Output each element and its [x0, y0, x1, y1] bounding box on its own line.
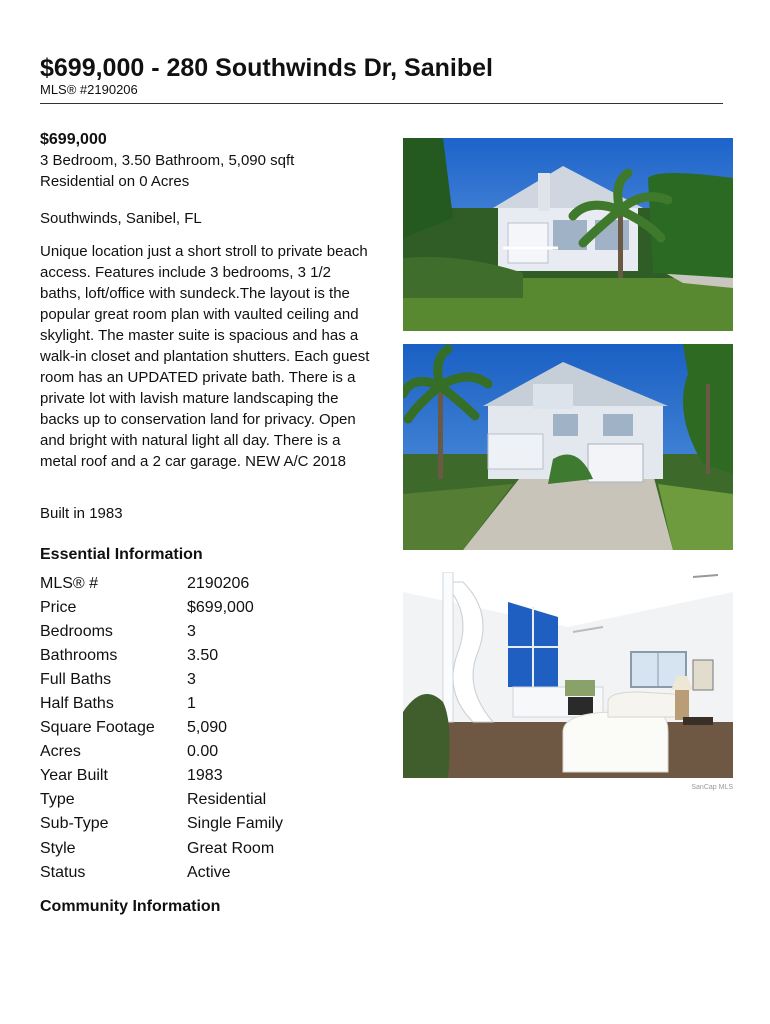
info-value: Active [187, 863, 231, 881]
info-label: Status [40, 863, 86, 881]
info-value: Great Room [187, 839, 275, 857]
info-label: Bedrooms [40, 622, 113, 640]
mls-number: MLS® #2190206 [40, 82, 138, 97]
info-label: Type [40, 791, 75, 809]
info-value: $699,000 [187, 598, 254, 616]
info-row [40, 764, 283, 788]
info-row [40, 643, 283, 667]
listing-specs: 3 Bedroom, 3.50 Bathroom, 5,090 sqft [40, 152, 295, 169]
info-value: 3.50 [187, 646, 219, 664]
info-value: 5,090 [187, 719, 228, 737]
info-row [40, 716, 283, 740]
info-value: 2190206 [187, 574, 250, 592]
info-row [40, 667, 283, 691]
info-label: MLS® # [40, 574, 99, 592]
community-info-heading: Community Information [40, 898, 221, 916]
page-title: $699,000 - 280 Southwinds Dr, Sanibel [40, 54, 493, 82]
essential-info-heading: Essential Information [40, 546, 203, 563]
property-photo-exterior [403, 138, 733, 331]
info-label: Year Built [40, 767, 108, 785]
info-value: 3 [187, 622, 196, 640]
info-label: Price [40, 598, 77, 616]
info-label: Full Baths [40, 670, 112, 688]
info-row [40, 595, 283, 619]
property-photo-driveway [403, 344, 733, 550]
info-row [40, 788, 283, 812]
info-label: Sub-Type [40, 815, 109, 833]
header-divider [40, 103, 723, 104]
listing-location: Southwinds, Sanibel, FL [40, 210, 202, 227]
info-value: 0.00 [187, 743, 219, 761]
listing-price: $699,000 [40, 131, 107, 148]
listing-details [40, 129, 372, 917]
info-value: 3 [187, 670, 196, 688]
property-photo-interior [403, 572, 733, 778]
info-row [40, 571, 283, 595]
info-row [40, 619, 283, 643]
info-row [40, 836, 283, 860]
info-row [40, 691, 283, 715]
info-value: Residential [187, 791, 267, 809]
essential-info-table [40, 571, 283, 884]
listing-built-year: Built in 1983 [40, 505, 123, 522]
info-label: Style [40, 839, 76, 857]
info-row [40, 860, 283, 884]
info-value: 1 [187, 695, 196, 713]
photo-credit: SanCap MLS [691, 784, 733, 791]
info-label: Square Footage [40, 719, 155, 737]
info-value: Single Family [187, 815, 284, 833]
info-row [40, 740, 283, 764]
listing-description: Unique location just a short stroll to private beach access. Features include 3 bedrooms, 3 1/2 baths, loft/office with sundeck.The layout is the popular great room plan with vaulted ceiling and skylight. The master suite is spacious and has a walk-in closet and plantation shutters. Each guest room has an UPDATED private bath. There is a private lot with lavish mature landscaping the backs up to conservation land for privacy. Open and bright with natural light all day. There is a metal roof and a 2 car garage. NEW A/C 2018 [40, 243, 370, 470]
info-value: 1983 [187, 767, 223, 785]
info-label: Half Baths [40, 695, 114, 713]
info-label: Bathrooms [40, 646, 118, 664]
info-label: Acres [40, 743, 81, 761]
info-row [40, 812, 283, 836]
listing-property-type: Residential on 0 Acres [40, 173, 190, 190]
